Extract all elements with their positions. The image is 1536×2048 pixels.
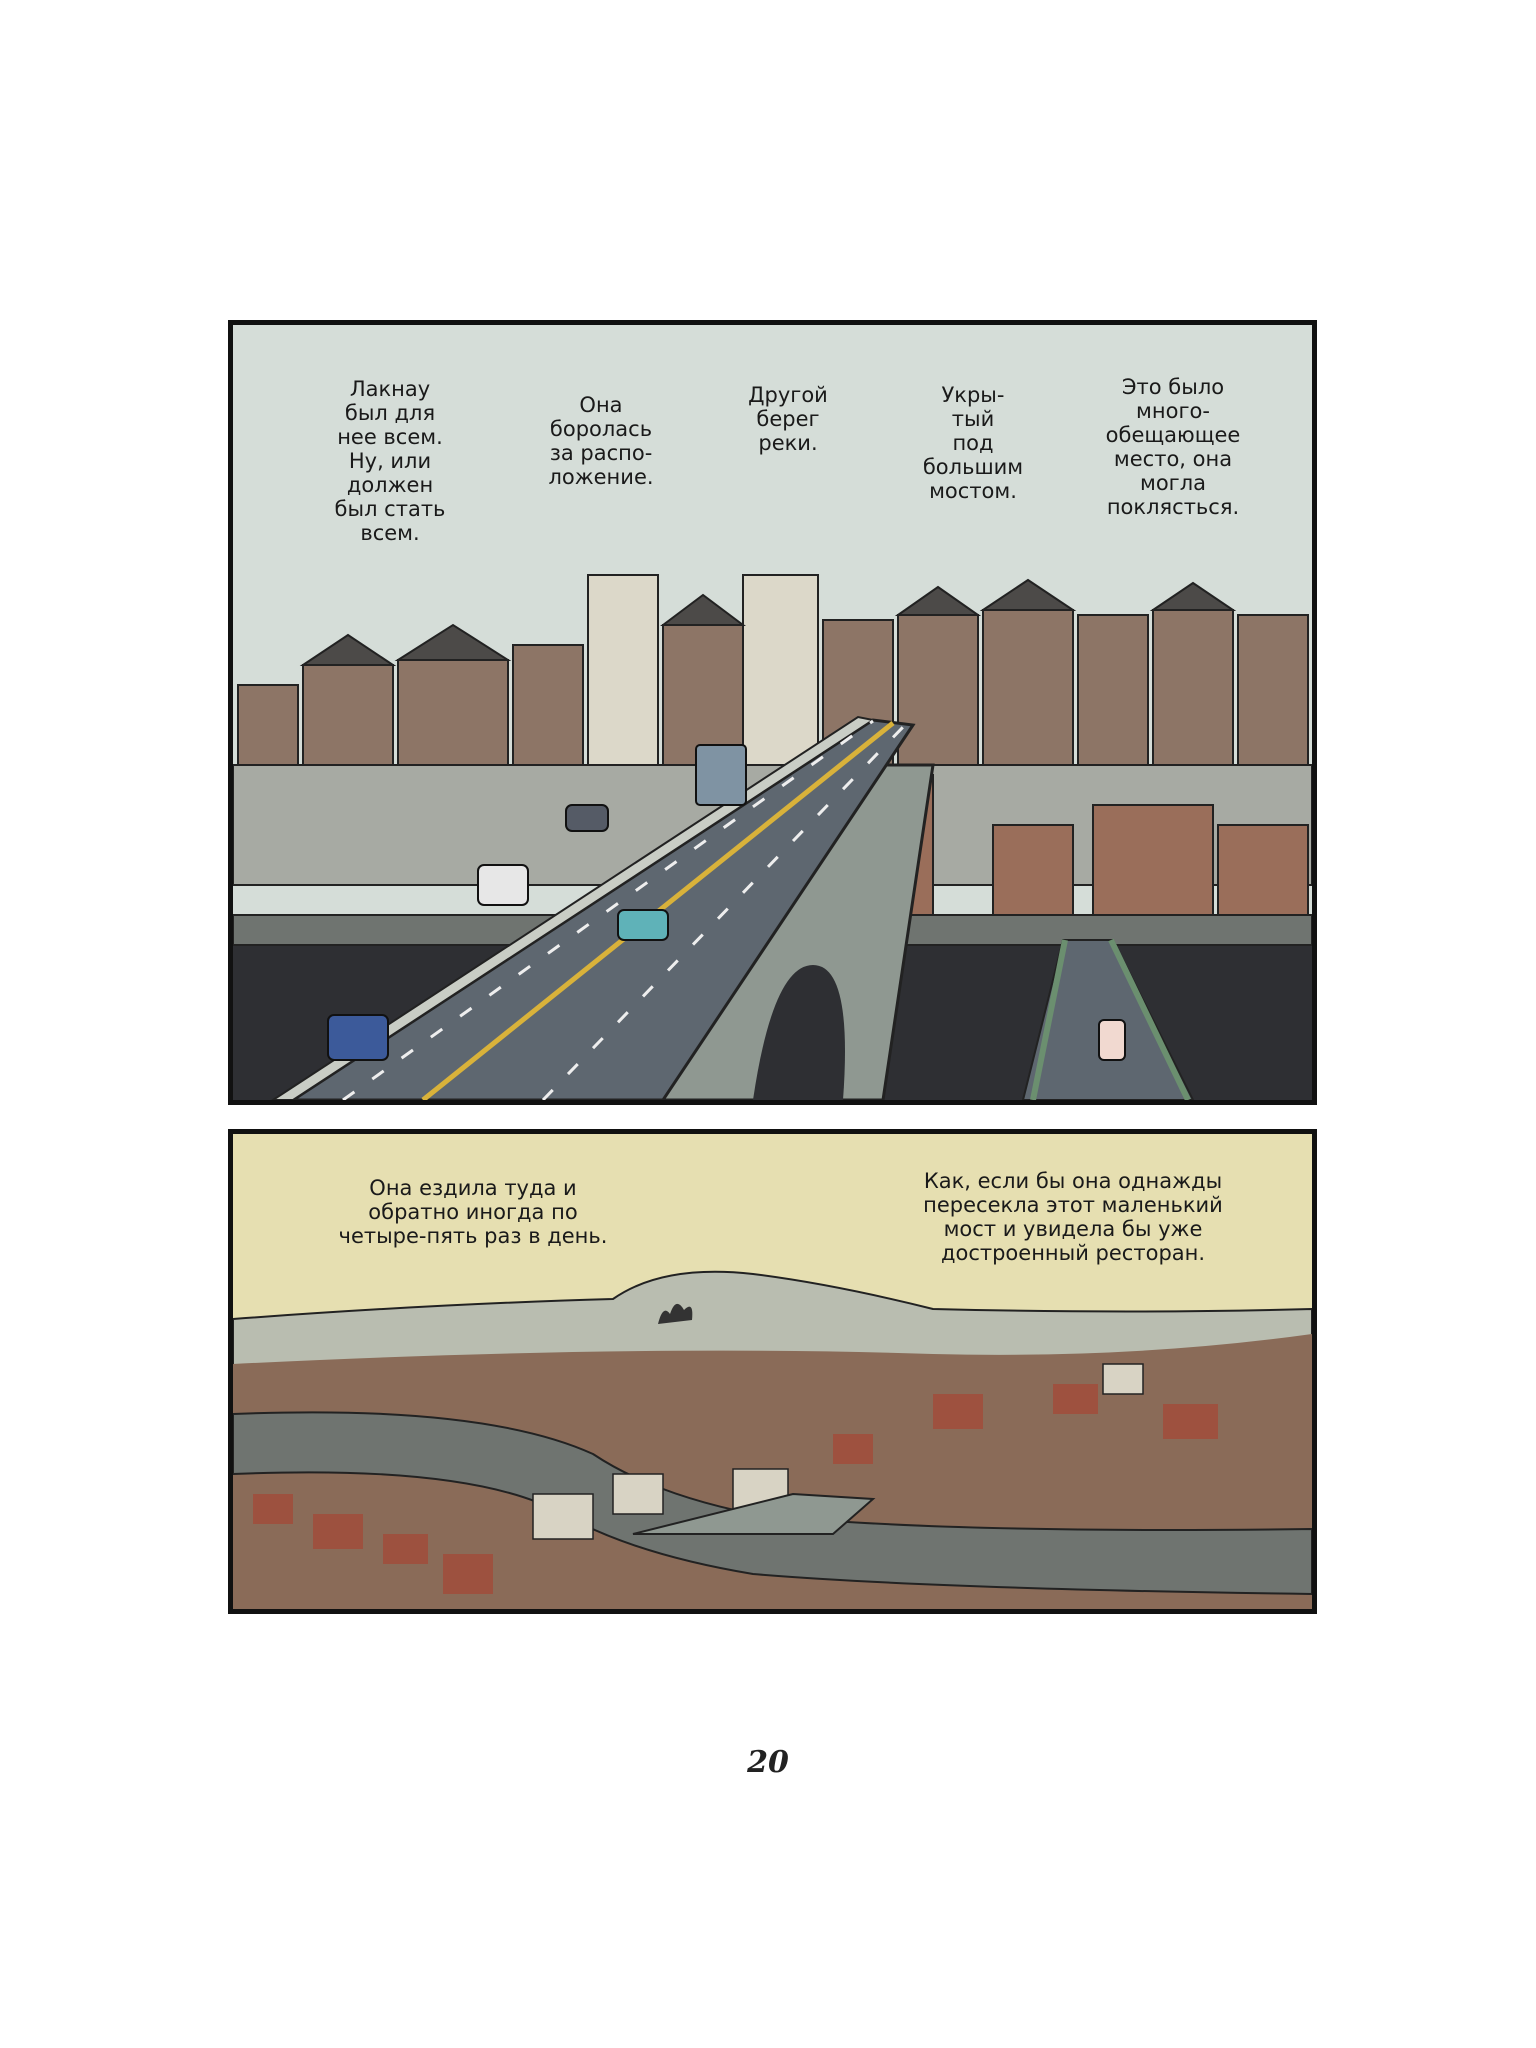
caption-fought-location: Она боролась за распо- ложение. — [548, 393, 654, 489]
page-number: 20 — [747, 1745, 789, 1780]
caption-drove-there: Она ездила туда и обратно иногда по четыре-пять раз в день. — [338, 1176, 608, 1248]
caption-hidden-under-bridge: Укры- тый под большим мостом. — [922, 383, 1024, 503]
caption-lucknow: Лакнау был для нее всем. Ну, или должен был стать всем. — [334, 377, 446, 545]
panel-bridge — [228, 320, 1317, 1105]
caption-other-bank: Другой берег реки. — [748, 383, 828, 455]
panel-city-view — [228, 1129, 1317, 1614]
caption-promising-place: Это было много- обещающее место, она могла поклясться. — [1105, 375, 1241, 519]
caption-crossed-bridge: Как, если бы она однажды пересекла этот маленький мост и увидела бы уже достроенный ресторан. — [923, 1169, 1223, 1265]
